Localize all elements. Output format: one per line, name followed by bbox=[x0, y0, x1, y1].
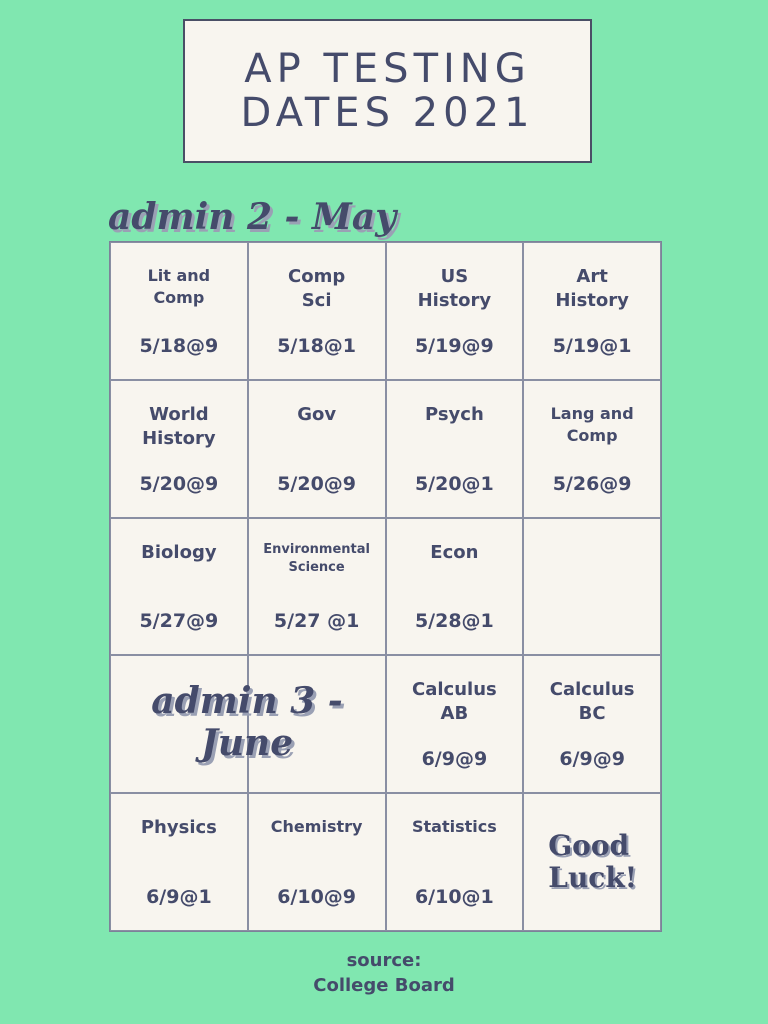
exam-subject: Chemistry bbox=[270, 817, 363, 837]
exam-cell-statistics bbox=[386, 793, 524, 931]
exam-date: 5/19@9 bbox=[414, 334, 494, 357]
exam-date: 5/20@1 bbox=[414, 472, 494, 495]
exam-cell-econ bbox=[386, 518, 524, 656]
exam-cell-psych bbox=[386, 380, 524, 518]
exam-cell-biology bbox=[110, 518, 248, 656]
admin-3-label: admin 3 - June bbox=[151, 680, 343, 764]
exam-subject: Gov bbox=[297, 403, 337, 425]
exam-cell-calculus-ab bbox=[386, 655, 524, 793]
exam-date: 6/10@9 bbox=[277, 886, 357, 908]
exam-date: 6/10@1 bbox=[414, 886, 494, 908]
exam-date: 5/27@9 bbox=[139, 610, 219, 633]
exam-date: 5/20@9 bbox=[277, 472, 357, 495]
title-box bbox=[183, 19, 592, 163]
source-label: source: bbox=[346, 950, 422, 971]
exam-date: 5/19@1 bbox=[552, 334, 632, 357]
exam-subject: Calculus BC bbox=[549, 679, 635, 725]
exam-date: 5/20@9 bbox=[139, 472, 219, 495]
exam-cell-chemistry bbox=[248, 793, 386, 931]
exam-cell-calculus-bc bbox=[523, 655, 661, 793]
exam-subject: Lit and Comp bbox=[147, 266, 211, 307]
exam-subject: Environmental Science bbox=[263, 541, 370, 575]
empty-cell bbox=[523, 518, 661, 656]
exam-date: 6/9@9 bbox=[421, 748, 488, 771]
exam-cell-us-history bbox=[386, 242, 524, 380]
exam-cell-environmental-science bbox=[248, 518, 386, 656]
source-credit bbox=[0, 948, 768, 998]
exam-date: 5/27 @1 bbox=[273, 610, 360, 633]
exam-cell-lit-and-comp bbox=[110, 242, 248, 380]
exam-date: 5/18@9 bbox=[139, 334, 219, 357]
schedule-grid bbox=[109, 241, 662, 932]
exam-date: 6/9@1 bbox=[146, 886, 212, 908]
exam-date: 5/26@9 bbox=[552, 472, 632, 495]
exam-subject: Statistics bbox=[411, 817, 497, 837]
exam-subject: Calculus AB bbox=[412, 679, 497, 725]
exam-cell-world-history bbox=[110, 380, 248, 518]
exam-cell-lang-and-comp bbox=[523, 380, 661, 518]
exam-subject: Psych bbox=[424, 403, 484, 425]
admin-2-label: admin 2 - May bbox=[108, 196, 397, 238]
exam-subject: Econ bbox=[430, 541, 479, 563]
title-line-1: AP TESTING bbox=[244, 46, 531, 92]
exam-cell-gov bbox=[248, 380, 386, 518]
title-line-2: DATES 2021 bbox=[240, 90, 535, 136]
exam-date: 6/9@9 bbox=[559, 748, 625, 771]
exam-cell-physics bbox=[110, 793, 248, 931]
exam-cell-art-history bbox=[523, 242, 661, 380]
exam-subject: Physics bbox=[140, 817, 217, 839]
exam-subject: Biology bbox=[141, 541, 217, 563]
exam-subject: Lang and Comp bbox=[550, 403, 634, 445]
exam-subject: US History bbox=[417, 266, 492, 311]
exam-subject: Art History bbox=[555, 266, 629, 311]
source-name: College Board bbox=[313, 975, 455, 996]
exam-date: 5/28@1 bbox=[414, 610, 494, 633]
exam-subject: Comp Sci bbox=[288, 266, 346, 311]
good-luck-message: Good Luck! bbox=[523, 793, 661, 931]
exam-date: 5/18@1 bbox=[277, 334, 357, 357]
exam-subject: World History bbox=[142, 403, 216, 449]
exam-cell-comp-sci bbox=[248, 242, 386, 380]
